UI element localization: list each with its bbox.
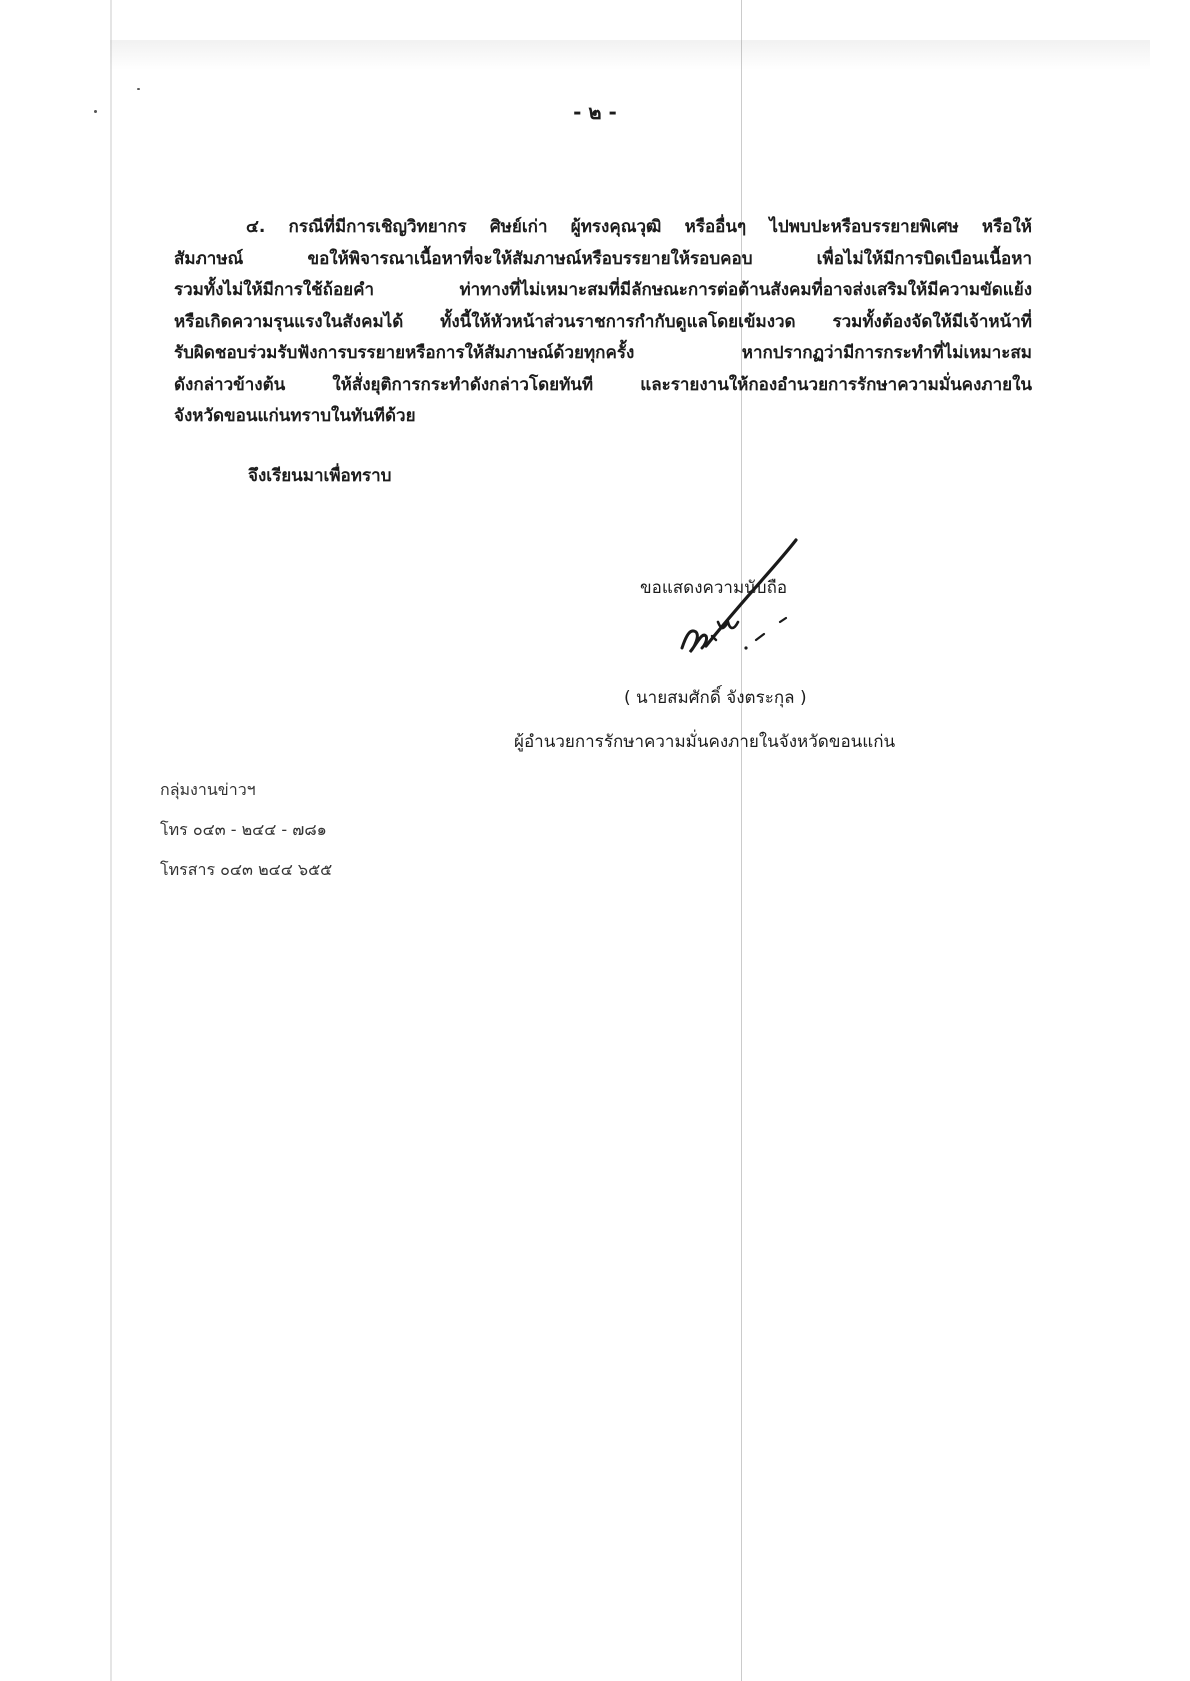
body-line: จังหวัดขอนแก่นทราบในทันทีด้วย [174,406,416,426]
regards-text: ขอแสดงความนับถือ [640,578,788,598]
body-line: สัมภาษณ์ ขอให้พิจารณาเนื้อหาที่จะให้สัมภาษณ์หรือบรรยายให้รอบคอบ เพื่อไม่ให้มีการบิดเบือนเนื้อหา [174,248,1032,269]
body-line: หรือเกิดความรุนแรงในสังคมได้ ทั้งนี้ให้หัวหน้าส่วนราชการกำกับดูแลโดยเข้มงวด รวมทั้งต้องจัดให้มีเจ้าหน้าที่ [174,311,1032,332]
signer-title: ผู้อำนวยการรักษาความมั่นคงภายในจังหวัดขอนแก่น [514,732,896,752]
scan-shadow-top [110,40,1150,70]
closing-text: จึงเรียนมาเพื่อทราบ [248,466,392,486]
contact-department: กลุ่มงานข่าวฯ [160,780,256,799]
scan-edge-left [110,0,112,1681]
signature-image [676,536,806,666]
body-line: รวมทั้งไม่ให้มีการใช้ถ้อยคำ ท่าทางที่ไม่เหมาะสมที่มีลักษณะการต่อต้านสังคมที่อาจส่งเสริมให้มีความขัดแย้ง [174,280,1032,300]
contact-fax: โทรสาร ๐๔๓ ๒๔๔ ๖๕๕ [160,860,333,879]
page-number: - ๒ - [573,100,617,124]
signer-name: ( นายสมศักดิ์ จังตระกุล ) [624,688,807,708]
body-paragraph [174,212,1032,433]
scan-speck [137,88,140,90]
contact-phone: โทร ๐๔๓ - ๒๔๔ - ๗๘๑ [160,820,327,839]
body-line: ดังกล่าวข้างต้น ให้สั่งยุติการกระทำดังกล่าวโดยทันที และรายงานให้กองอำนวยการรักษาความมั่นคงภายใน [174,374,1032,395]
body-line: รับผิดชอบร่วมรับฟังการบรรยายหรือการให้สัมภาษณ์ด้วยทุกครั้ง หากปรากฏว่ามีการกระทำที่ไม่เหมาะสม [174,343,1032,363]
body-line: ๔. กรณีที่มีการเชิญวิทยากร ศิษย์เก่า ผู้ทรงคุณวุฒิ หรืออื่นๆ ไปพบปะหรือบรรยายพิเศษ หรือให้ [246,217,1032,237]
